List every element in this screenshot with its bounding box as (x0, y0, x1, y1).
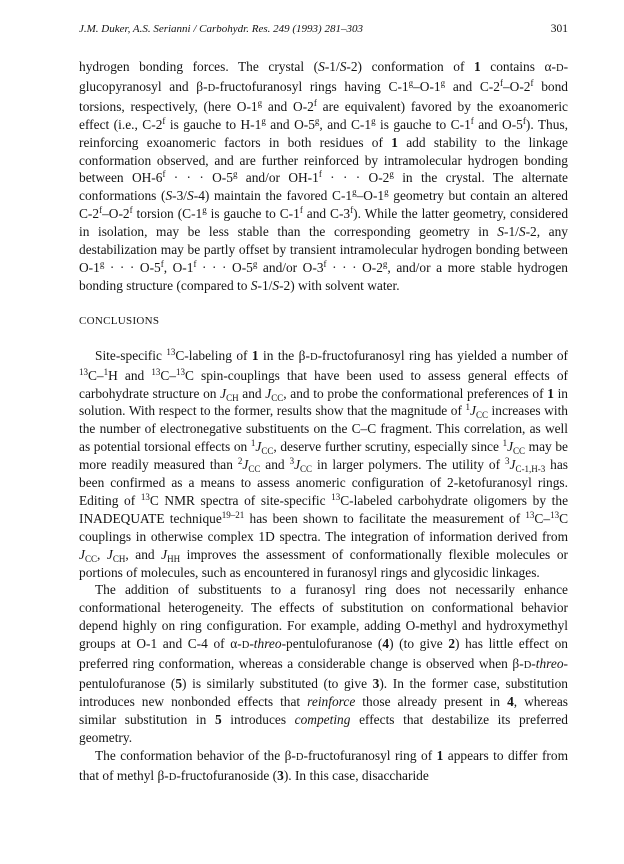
page-number: 301 (550, 23, 568, 35)
paragraph-site-specific-labeling: Site-specific $^{13}$C-labeling of 1 in the β-D-fructofuranosyl ring has yielded a number of $^{13}$C–$^1$H and $^{13}$C–$^{13}$C spin-couplings that have been used to assess general effects of carbohydrate structure on $J_{CH}$ and $J_{CC}$, and to probe the conformational preferences of 1 in solution. With respect to the former, results show that the magnitude of $^1J_{CC}$ increases with the number of electronegative substituents on the C–C fragment. This correlation, as well as potential torsional effects on $^1J_{CC}$, deserve further scrutiny, especially since $^1J_{CC}$ may be more readily measured than $^2J_{CC}$ and $^3J_{CC}$ in larger polymers. The utility of $^3J_{C-1,H-3}$ has been confirmed as a means to assess anomeric configuration of 2-ketofuranosyl rings. Editing of $^{13}$C NMR spectra of site-specific $^{13}$C-labeled carbohydrate oligomers by the INADEQUATE technique$^{19-21}$ has been shown to facilitate the measurement of $^{13}$C–$^{13}$C couplings in otherwise complex 1D spectra. The integration of information derived from $J_{CC}$, $J_{CH}$, and $J_{HH}$ improves the assessment of conformationally flexible molecules or portions of molecules, such as encountered in furanosyl rings and glycosidic linkages. (79, 346, 569, 580)
section-heading-conclusions: CONCLUSIONS (79, 314, 160, 327)
running-head (79, 22, 568, 36)
paragraph-conformation-behavior: The conformation behavior of the β-D-fructofuranosyl ring of 1 appears to differ from that of methyl β-D-fructofuranoside (3). In this case, disaccharide (79, 747, 569, 783)
paragraph-hydrogen-bonding: hydrogen bonding forces. The crystal (S-1/S-2) conformation of 1 contains α-D-glucopyranosyl and β-D-fructofuranosyl rings having C-1$^g$–O-1$^g$ and C-2$^f$–O-2$^f$ bond torsions, respectively, (here O-1$^g$ and O-2$^f$ are equivalent) favored by the exoanomeric effect (i.e., C-2$^f$ is gauche to H-1$^g$ and O-5$^g$, and C-1$^g$ is gauche to C-1$^f$ and O-5$^f$). Thus, reinforcing exoanomeric factors in both residues of 1 add stability to the linkage conformation observed, and are further reinforced by intramolecular hydrogen bonding between $OH-6^f$ · · · $O-5^g$ and/or $OH-1^f$ · · · $O-2^g$ in the crystal. The alternate conformations (S-3/S-4) maintain the favored C-1$^g$–O-1$^g$ geometry but contain an altered C-2$^f$–O-2$^f$ torsion (C-1$^g$ is gauche to C-1$^f$ and C-3$^f$). While the latter geometry, considered in isolation, may be less stable than the corresponding geometry in S-1/S-2, any destabilization may be partly offset by transient intramolecular hydrogen bonding between $O-1^g$ · · · $O-5^f$, $O-1^f$ · · · $O-5^g$ and/or $O-3^f$ · · · $O-2^g$, and/or a more stable hydrogen bonding structure (compared to S-1/S-2) with solvent water. (79, 59, 569, 293)
running-head-citation: J.M. Duker, A.S. Serianni / Carbohydr. Res. 249 (1993) 281–303 (79, 23, 363, 35)
paragraph-substituents: The addition of substituents to a furanosyl ring does not necessarily enhance conformational heterogeneity. The effects of substitution on conformational behavior depend highly on ring configuration. For example, adding O-methyl and hydroxymethyl groups at O-1 and C-4 of α-D-threo-pentulofuranose (4) (to give 2) has little effect on preferred ring conformation, whereas a considerable change is observed when β-D-threo-pentulofuranose (5) is similarly substituted (to give 3). In the former case, substitution introduces new nonbonded effects that reinforce those already present in 4, whereas similar substitution in 5 introduces competing effects that destabilize its preferred geometry. (79, 582, 569, 745)
article-body (79, 58, 568, 786)
